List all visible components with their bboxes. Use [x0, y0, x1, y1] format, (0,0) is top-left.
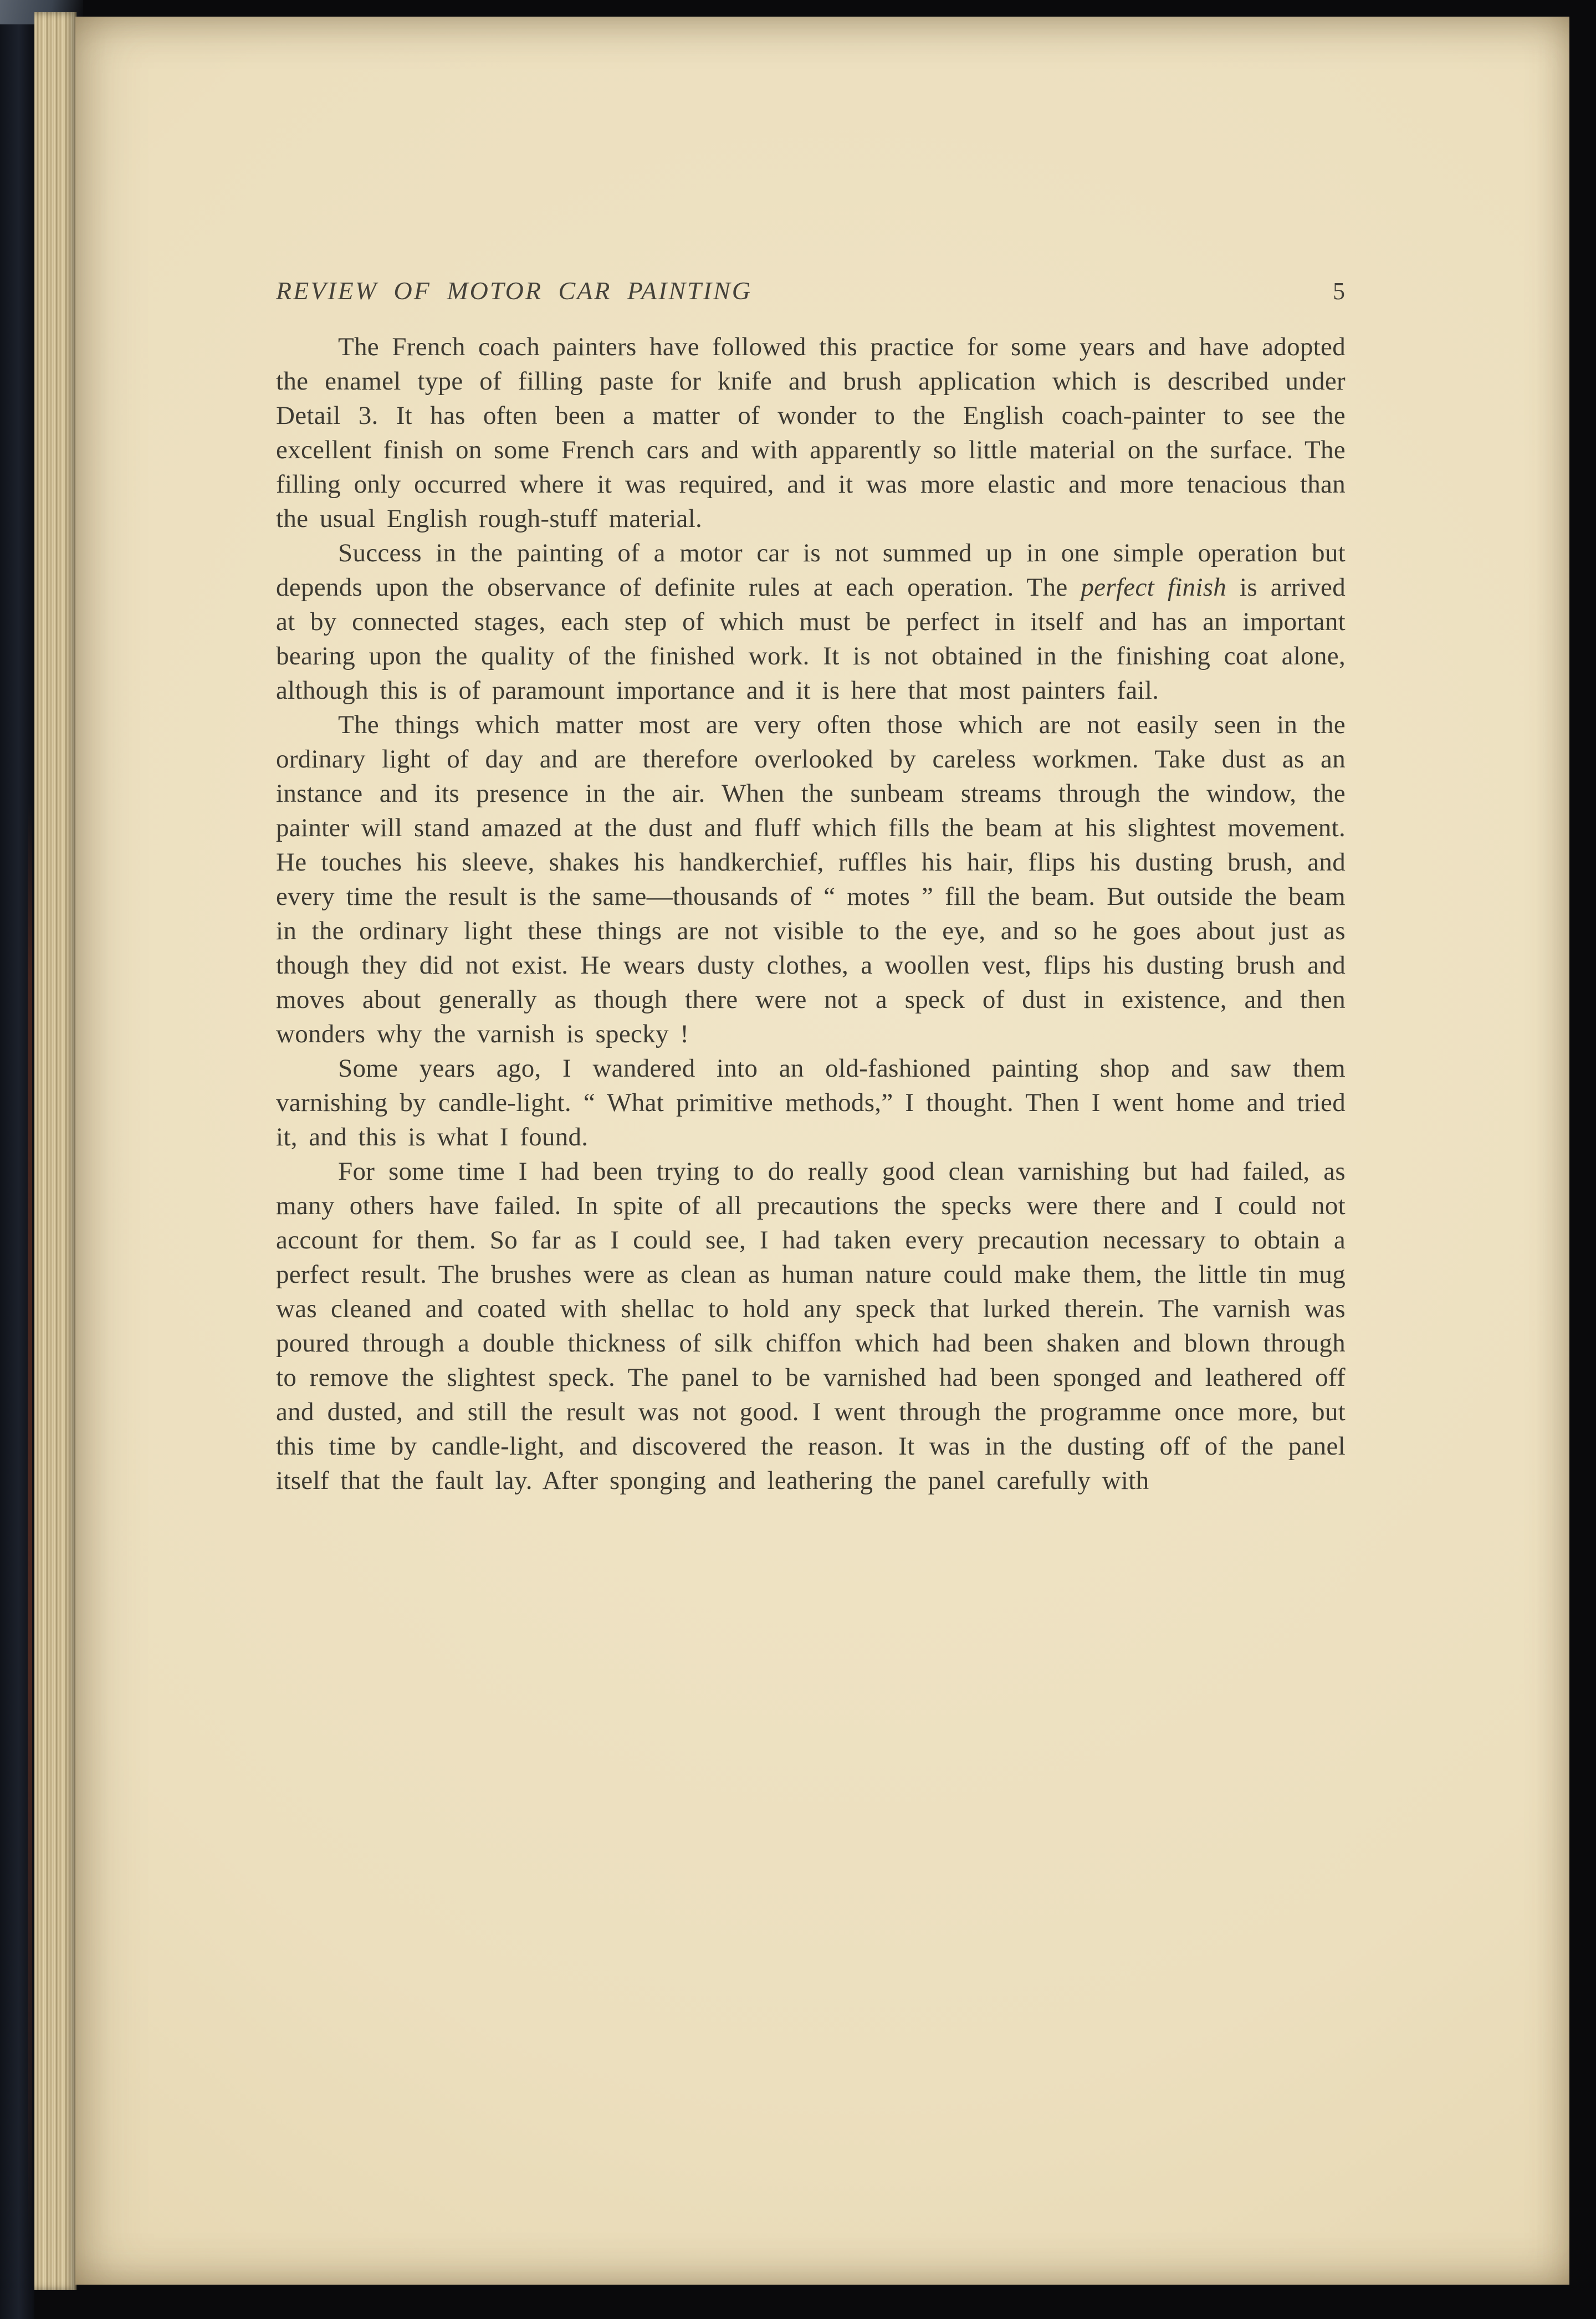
paragraph-5	[276, 1154, 1346, 1498]
spine-wear-streak	[28, 803, 32, 2244]
body-text	[276, 330, 1346, 1498]
paragraph-4	[276, 1051, 1346, 1154]
page-number: 5	[1333, 278, 1346, 305]
paragraph-1	[276, 330, 1346, 536]
italic-phrase-perfect-finish: perfect finish	[1081, 573, 1227, 602]
book-page	[75, 17, 1569, 2285]
paragraph-2-text-post: is arrived at by connected stages, each step of which must be perfect in itself and has an important bearing upon the quality of the finished work. It is not obtained in the finishing coat alone, although this is of paramount importance and it is here that most painters fail.	[276, 573, 1346, 705]
stacked-page-edges	[34, 12, 76, 2290]
paragraph-4-text: Some years ago, I wandered into an old-fashioned painting shop and saw them varnishing by candle-light. “ What primitive methods,” I thought. Then I went home and tried it, and this is what I found.	[276, 1054, 1346, 1151]
page-header	[276, 276, 1346, 305]
paragraph-5-text: For some time I had been trying to do really good clean varnishing but had failed, as many others have failed. In spite of all precautions the specks were there and I could not account for them. So far as I could see, I had taken every precaution necessary to obtain a perfect result. The brushes were as clean as human nature could make them, the little tin mug was cleaned and coated with shellac to hold any speck that lurked therein. The varnish was poured through a double thickness of silk chiffon which had been shaken and blown through to remove the slightest speck. The panel to be varnished had been sponged and leathered off and dusted, and still the result was not good. I went through the programme once more, but this time by candle-light, and discovered the reason. It was in the dusting off of the panel itself that the fault lay. After sponging and leathering the panel carefully with	[276, 1157, 1346, 1495]
paragraph-2-text-pre: Success in the painting of a motor car is not summed up in one simple operation but depends upon the observance of definite rules at each operation. The	[276, 539, 1346, 602]
paragraph-2	[276, 536, 1346, 708]
paragraph-1-text: The French coach painters have followed this practice for some years and have adopted the enamel type of filling paste for knife and brush application which is described under Detail 3. It has often been a matter of wonder to the English coach-painter to see the excellent finish on some French cars and with apparently so little material on the surface. The filling only occurred where it was required, and it was more elastic and more tenacious than the usual English rough-stuff material.	[276, 332, 1346, 533]
paragraph-3-text: The things which matter most are very often those which are not easily seen in the ordinary light of day and are therefore overlooked by careless workmen. Take dust as an instance and its presence in the air. When the sunbeam streams through the window, the painter will stand amazed at the dust and fluff which fills the beam at his slightest movement. He touches his sleeve, shakes his handkerchief, ruffles his hair, flips his dusting brush, and every time the result is the same—thousands of “ motes ” fill the beam. But outside the beam in the ordinary light these things are not visible to the eye, and so he goes about just as though they did not exist. He wears dusty clothes, a woollen vest, flips his dusting brush and moves about generally as though there were not a speck of dust in existence, and then wonders why the varnish is specky !	[276, 710, 1346, 1048]
paragraph-3	[276, 708, 1346, 1051]
running-title: REVIEW OF MOTOR CAR PAINTING	[276, 277, 752, 305]
